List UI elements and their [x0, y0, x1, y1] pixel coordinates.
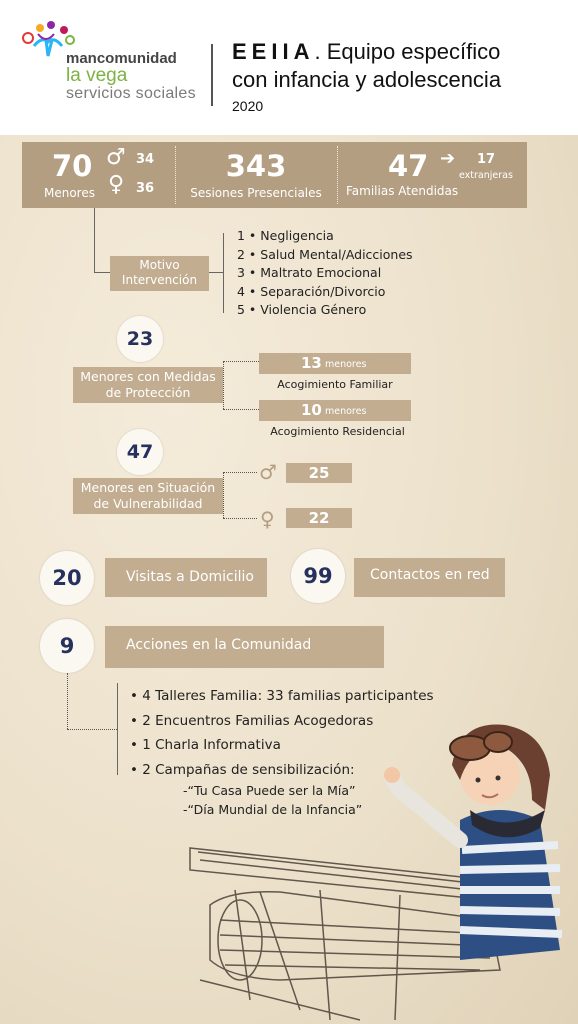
connector-line [223, 361, 224, 409]
visitas-count: 20 [40, 551, 94, 605]
list-item: 4 • Separación/Divorcio [237, 283, 386, 299]
list-item: • 1 Charla Informativa [130, 737, 281, 753]
connector-line [223, 472, 224, 518]
male-count: 34 [136, 152, 155, 167]
comunidad-label: Acciones en la Comunidad [126, 637, 312, 653]
residencial-count-box [259, 400, 411, 421]
sesiones-label: Sesiones Presenciales [190, 186, 322, 200]
motivo-label: Motivo [139, 258, 180, 272]
stats-divider [337, 146, 339, 204]
familias-total: 47 [388, 149, 429, 183]
connector-line [223, 409, 259, 410]
vulnerabilidad-male-count: 25 [286, 463, 352, 483]
extranjeras-count: 17 [477, 152, 496, 167]
connector-line [117, 683, 118, 775]
title-abbreviation: EEIIA [232, 39, 315, 64]
connector-line [94, 208, 95, 272]
contactos-count: 99 [291, 549, 345, 603]
list-item: 3 • Maltrato Emocional [237, 265, 382, 280]
connector-line [94, 272, 110, 273]
female-icon: ♀ [108, 172, 125, 197]
brand-name: mancomunidad [66, 50, 177, 67]
connector-line [209, 272, 223, 273]
familiar-count: 13 [301, 354, 322, 372]
familiar-label: Acogimiento Familiar [277, 378, 393, 391]
contactos-label: Contactos en red [370, 567, 490, 583]
list-item: -“Día Mundial de la Infancia” [183, 802, 363, 817]
vulnerabilidad-label: Menores en Situación [80, 480, 216, 495]
page-header [0, 0, 578, 135]
arrow-right-icon: ➔ [440, 148, 456, 169]
list-item: • 2 Encuentros Familias Acogedoras [130, 712, 374, 729]
vulnerabilidad-female-count: 22 [286, 508, 352, 528]
menores-label: Menores [44, 186, 95, 200]
connector-line [223, 472, 257, 473]
year-label: 2020 [232, 98, 264, 114]
proteccion-label: Menores con Medidas [80, 369, 216, 384]
brand-subtitle: la vega [66, 65, 128, 86]
header-divider [211, 44, 213, 106]
motivo-list [237, 227, 413, 320]
list-item: 5 • Violencia Género [237, 302, 367, 317]
residencial-unit: menores [325, 406, 367, 417]
extranjeras-label: extranjeras [459, 170, 513, 181]
vulnerabilidad-label-box [73, 478, 223, 514]
menores-total: 70 [52, 149, 93, 183]
motivo-label-box [110, 256, 209, 291]
title-line2: con infancia y adolescencia [232, 67, 502, 92]
residencial-label: Acogimiento Residencial [270, 425, 405, 438]
list-item: • 4 Talleres Familia: 33 familias participantes [130, 688, 434, 704]
brand-tagline: servicios sociales [66, 85, 196, 102]
connector-line [223, 361, 259, 362]
familiar-unit: menores [325, 359, 367, 370]
female-icon: ♀ [260, 507, 275, 531]
child-airplane-illustration [160, 720, 578, 1024]
comunidad-count: 9 [40, 619, 94, 673]
connector-line [223, 233, 224, 313]
list-item: 1 • Negligencia [237, 228, 334, 243]
sesiones-total: 343 [225, 149, 287, 183]
male-icon: ♂ [106, 145, 126, 170]
proteccion-count: 23 [117, 316, 163, 362]
residencial-count: 10 [301, 401, 322, 419]
page-title [232, 38, 501, 94]
vulnerabilidad-label: de Vulnerabilidad [93, 496, 203, 511]
connector-line [223, 518, 257, 519]
motivo-label: Intervención [121, 273, 198, 287]
familiar-count-box [259, 353, 411, 374]
list-item: • 2 Campañas de sensibilización: [130, 761, 355, 778]
proteccion-label: de Protección [105, 385, 191, 400]
connector-line [67, 729, 117, 730]
connector-line [67, 673, 68, 729]
female-count: 36 [136, 181, 155, 196]
vulnerabilidad-count: 47 [117, 429, 163, 475]
male-icon: ♂ [259, 460, 277, 484]
list-item: 2 • Salud Mental/Adicciones [237, 246, 413, 262]
list-item: -“Tu Casa Puede ser la Mía” [183, 783, 356, 798]
familias-label: Familias Atendidas [346, 184, 459, 198]
visitas-label: Visitas a Domicilio [126, 569, 254, 585]
proteccion-label-box [73, 367, 223, 403]
title-part: . Equipo específico [314, 39, 501, 64]
